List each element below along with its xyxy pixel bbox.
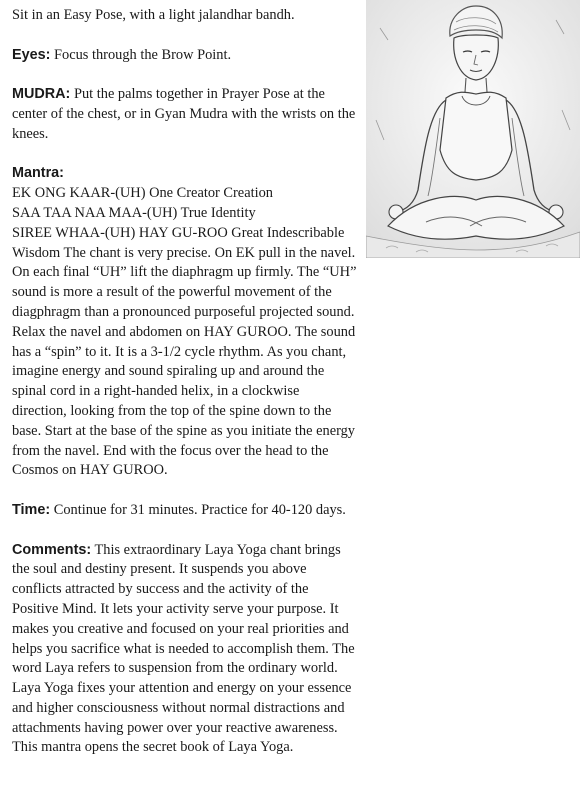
time-paragraph (12, 501, 357, 521)
comments-paragraph (12, 541, 357, 759)
mantra-line: EK ONG KAAR-(UH) One Creator Creation (12, 185, 273, 202)
time-label: Time: (12, 501, 51, 518)
eyes-paragraph (12, 46, 357, 66)
comments-label: Comments: (12, 541, 92, 558)
eyes-label: Eyes: (12, 46, 51, 63)
mudra-label: MUDRA: (12, 86, 71, 103)
mudra-text: Put the palms together in Prayer Pose at the center of the chest, or in Gyan Mudra with the wrists on the knees. (12, 86, 356, 142)
mantra-label: Mantra: (12, 165, 64, 182)
eyes-text: Focus through the Brow Point. (50, 46, 232, 63)
mantra-line: SAA TAA NAA MAA-(UH) True Identity (12, 204, 256, 221)
mantra-line: SIREE WHAA-(UH) HAY GU-ROO Great Indescribable Wisdom The chant is very precise. On EK pull in the navel. On each final “UH” lift the diaphragm up firmly. The “UH” sound is more a result of the powerful movement of the diagphragm than a pronounced purposeful projected sound. Relax the navel and abdomen on HAY GUROO. The sound has a “spin” to it. It is a 3-1/2 cycle rhythm. As you chant, imagine energy and sound spiraling up and around the spinal cord in a right-handed helix, in a clockwise direction, looking from the top of the spine down to the base. Start at the base of the spine as you initiate the energy from the navel. End with the focus over the head to the Cosmos on HAY GUROO. (12, 224, 357, 479)
comments-text: This extraordinary Laya Yoga chant brings the soul and destiny present. It suspends you above conflicts attracted by success and the activity of the Positive Mind. It lets your activity serve your purpose. It makes you creative and focused on your real priorities and helps you sacrifice what is needed to accomplish them. The word Laya refers to suspension from the ordinary world. Laya Yoga fixes your attention and energy on your essence and higher consciousness without normal distractions and attachments having power over your reactive awareness. This mantra opens the secret book of Laya Yoga. (12, 541, 355, 756)
instruction-text (12, 6, 357, 778)
intro-paragraph: Sit in an Easy Pose, with a light jalandhar bandh. (12, 7, 295, 23)
time-text: Continue for 31 minutes. Practice for 40-120 days. (50, 501, 346, 518)
mudra-paragraph (12, 85, 357, 144)
meditation-pose-illustration (366, 0, 580, 258)
mantra-paragraph (12, 164, 357, 481)
